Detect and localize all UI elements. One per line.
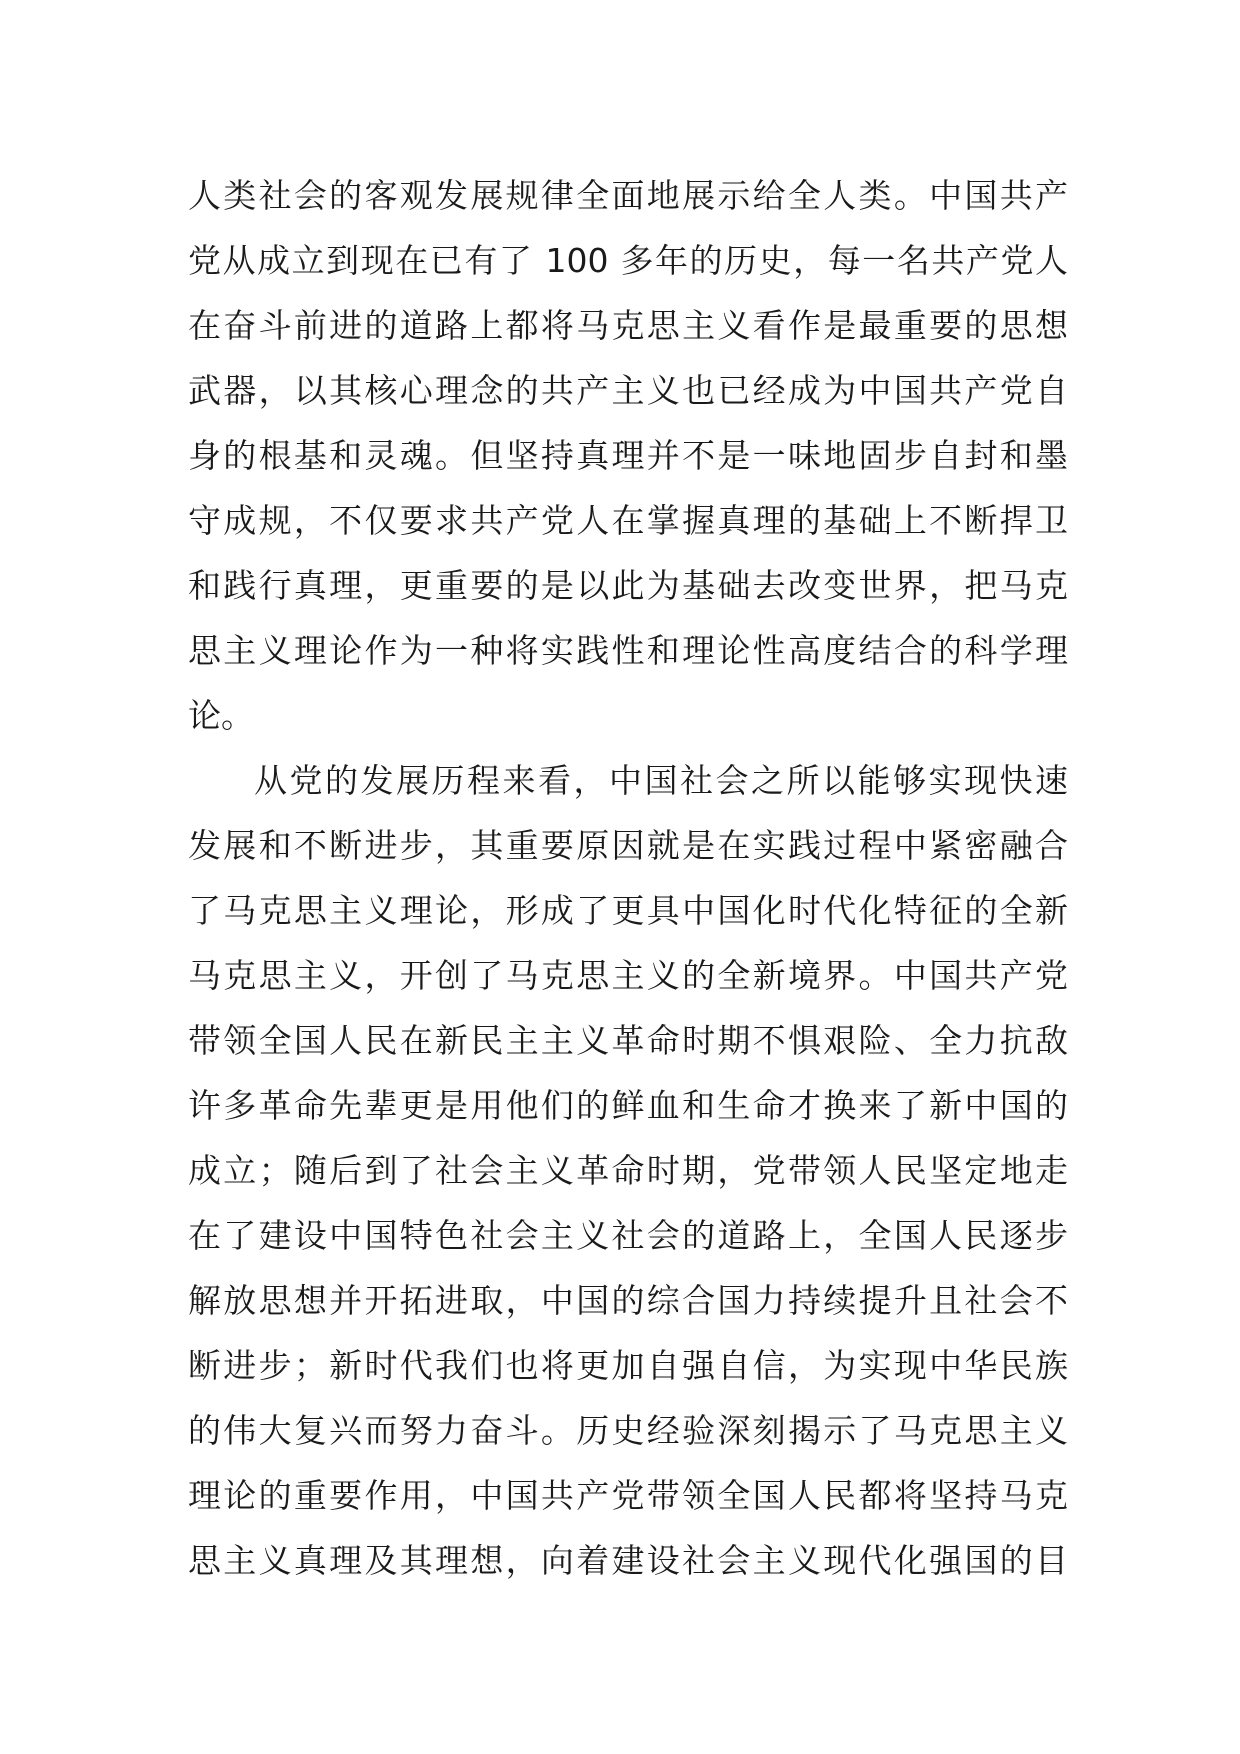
paragraph-1-line-1: 人类社会的客观发展规律全面地展示给全人类。中国共产 <box>188 176 1068 215</box>
paragraph-2-line-5: 带领全国人民在新民主主义革命时期不惧艰险、全力抗敌 <box>188 1021 1068 1060</box>
paragraph-2-line-7: 成立；随后到了社会主义革命时期，党带领人民坚定地走 <box>188 1151 1068 1190</box>
paragraph-1-line-8: 思主义理论作为一种将实践性和理论性高度结合的科学理 <box>188 631 1068 670</box>
paragraph-2-line-3: 了马克思主义理论，形成了更具中国化时代化特征的全新 <box>188 891 1068 930</box>
paragraph-1-line-7: 和践行真理，更重要的是以此为基础去改变世界，把马克 <box>188 566 1068 605</box>
paragraph-2-line-2: 发展和不断进步，其重要原因就是在实践过程中紧密融合 <box>188 826 1068 865</box>
paragraph-2-line-13: 思主义真理及其理想，向着建设社会主义现代化强国的目 <box>188 1541 1068 1580</box>
paragraph-2-line-6: 许多革命先辈更是用他们的鲜血和生命才换来了新中国的 <box>188 1086 1068 1125</box>
paragraph-2-line-11: 的伟大复兴而努力奋斗。历史经验深刻揭示了马克思主义 <box>188 1411 1068 1450</box>
paragraph-2-line-1: 从党的发展历程来看，中国社会之所以能够实现快速 <box>254 761 1068 800</box>
paragraph-1-line-4: 武器，以其核心理念的共产主义也已经成为中国共产党自 <box>188 371 1068 410</box>
paragraph-1-line-3: 在奋斗前进的道路上都将马克思主义看作是最重要的思想 <box>188 306 1068 345</box>
paragraph-1-line-5: 身的根基和灵魂。但坚持真理并不是一味地固步自封和墨 <box>188 436 1068 475</box>
paragraph-2-line-4: 马克思主义，开创了马克思主义的全新境界。中国共产党 <box>188 956 1068 995</box>
paragraph-2-line-12: 理论的重要作用，中国共产党带领全国人民都将坚持马克 <box>188 1476 1068 1515</box>
paragraph-1-line-6: 守成规，不仅要求共产党人在掌握真理的基础上不断捍卫 <box>188 501 1068 540</box>
document-body <box>188 163 1068 1593</box>
paragraph-2-line-9: 解放思想并开拓进取，中国的综合国力持续提升且社会不 <box>188 1281 1068 1320</box>
paragraph-2-line-10: 断进步；新时代我们也将更加自强自信，为实现中华民族 <box>188 1346 1068 1385</box>
paragraph-1-line-9: 论。 <box>188 696 254 735</box>
paragraph-1-line-2: 党从成立到现在已有了 100 多年的历史，每一名共产党人 <box>188 241 1068 280</box>
paragraph-2-line-8: 在了建设中国特色社会主义社会的道路上，全国人民逐步 <box>188 1216 1068 1255</box>
